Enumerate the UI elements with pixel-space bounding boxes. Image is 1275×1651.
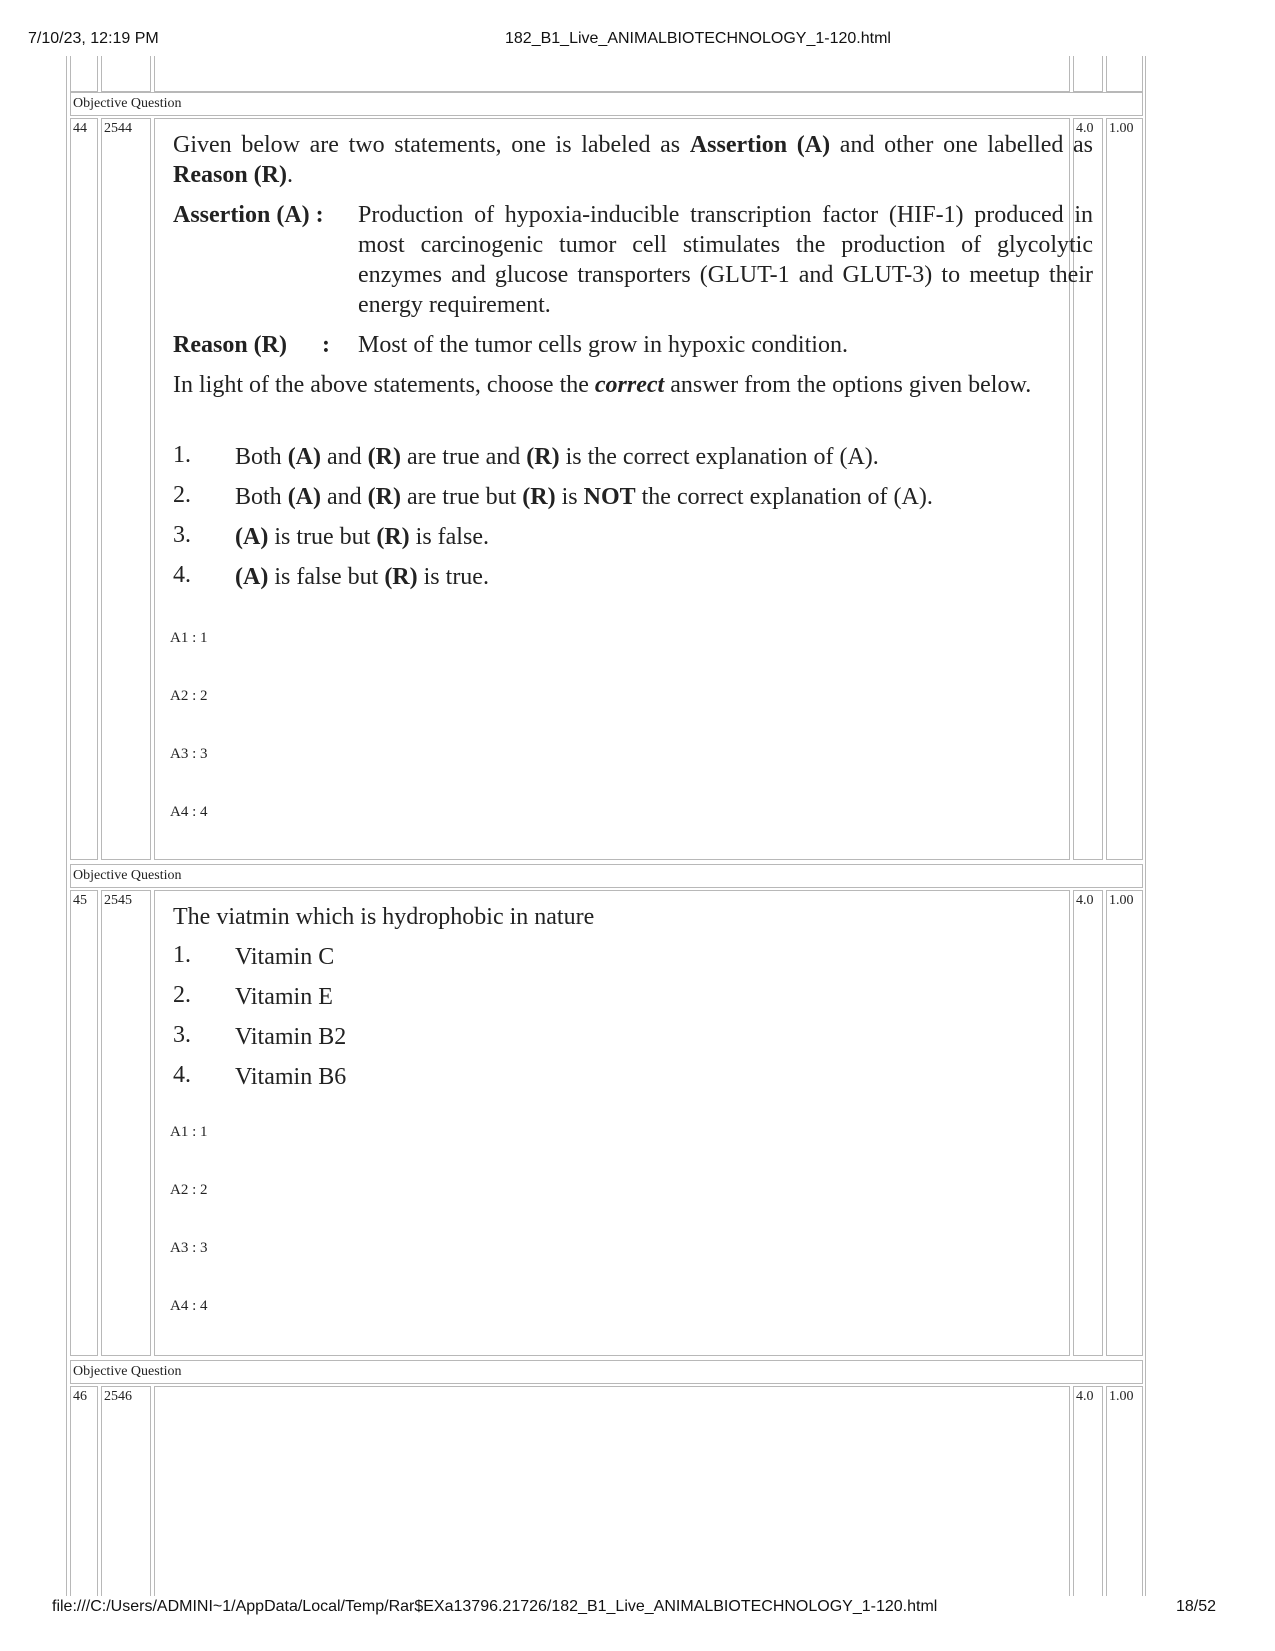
question-marks: 4.0: [1076, 1389, 1094, 1404]
prev-row-body-cell: [154, 56, 1070, 92]
option-text: Vitamin B6: [235, 1064, 347, 1090]
reason-label: Reason (R): [173, 332, 287, 358]
question-marks: 4.0: [1076, 893, 1094, 908]
option-number: 4.: [173, 1062, 191, 1088]
question-marks: 4.0: [1076, 121, 1094, 136]
question-negative-marks: 1.00: [1109, 893, 1134, 908]
option-number: 1.: [173, 942, 191, 968]
sno-cell: [70, 1386, 98, 1596]
negative-marks-cell: [1106, 890, 1143, 1356]
answer-key: A1 : 1: [170, 630, 208, 646]
question-id: 2545: [104, 893, 132, 908]
option-number: 4.: [173, 562, 191, 588]
question-sno: 45: [73, 893, 87, 908]
reason-colon: :: [322, 332, 330, 358]
answer-key: A4 : 4: [170, 804, 208, 820]
section-label-row: [70, 1360, 1143, 1384]
option-number: 3.: [173, 1022, 191, 1048]
answer-key: A2 : 2: [170, 1182, 208, 1198]
marks-cell: [1073, 890, 1103, 1356]
option-text: Vitamin C: [235, 944, 335, 970]
section-label-row: [70, 92, 1143, 116]
option-text: Both (A) and (R) are true and (R) is the correct explanation of (A).: [235, 444, 879, 470]
print-file-url: file:///C:/Users/ADMINI~1/AppData/Local/Temp/Rar$EXa13796.21726/182_B1_Live_ANIMALBIOTECHNOLOGY_1-120.html: [52, 1598, 938, 1615]
print-datetime: 7/10/23, 12:19 PM: [28, 30, 159, 47]
answer-key: A3 : 3: [170, 746, 208, 762]
question-id: 2544: [104, 121, 132, 136]
section-label: Objective Question: [73, 1364, 182, 1379]
negative-marks-cell: [1106, 118, 1143, 860]
option-number: 2.: [173, 982, 191, 1008]
section-label-row: [70, 864, 1143, 888]
option-number: 1.: [173, 442, 191, 468]
qid-cell: [101, 890, 151, 1356]
option-text: Vitamin E: [235, 984, 333, 1010]
section-label: Objective Question: [73, 96, 182, 111]
print-page-number: 18/52: [1176, 1598, 1217, 1615]
option-number: 3.: [173, 522, 191, 548]
prev-row-neg-cell: [1106, 56, 1143, 92]
answer-key: A1 : 1: [170, 1124, 208, 1140]
assertion-label: Assertion (A) :: [173, 202, 324, 228]
marks-cell: [1073, 1386, 1103, 1596]
question-intro: Given below are two statements, one is labeled as Assertion (A) and other one labelled as Reason (R).: [173, 132, 1094, 188]
prev-row-marks-cell: [1073, 56, 1103, 92]
question-text: The viatmin which is hydrophobic in nature: [173, 904, 595, 930]
option-text: (A) is true but (R) is false.: [235, 524, 489, 550]
option-text: Both (A) and (R) are true but (R) is NOT the correct explanation of (A).: [235, 484, 933, 510]
prev-row-qid-cell: [101, 56, 151, 92]
question-negative-marks: 1.00: [1109, 121, 1134, 136]
reason-text: Most of the tumor cells grow in hypoxic condition.: [358, 332, 848, 358]
answer-key: A2 : 2: [170, 688, 208, 704]
qid-cell: [101, 1386, 151, 1596]
prev-row-sno-cell: [70, 56, 98, 92]
question-id: 2546: [104, 1389, 132, 1404]
section-label: Objective Question: [73, 868, 182, 883]
sno-cell: [70, 890, 98, 1356]
option-number: 2.: [173, 482, 191, 508]
qid-cell: [101, 118, 151, 860]
question-instruction: In light of the above statements, choose the correct answer from the options given below.: [173, 372, 1032, 398]
assertion-text: Production of hypoxia-inducible transcription factor (HIF-1) produced in most carcinogenic tumor cell stimulates the production of glycolytic enzymes and glucose transporters (GLUT-1 and GLUT-3) to meetup their energy requirement.: [358, 202, 1093, 318]
answer-key: A4 : 4: [170, 1298, 208, 1314]
option-text: (A) is false but (R) is true.: [235, 564, 489, 590]
question-body-cell: [154, 1386, 1070, 1596]
negative-marks-cell: [1106, 1386, 1143, 1596]
question-sno: 44: [73, 121, 87, 136]
print-page-title: 182_B1_Live_ANIMALBIOTECHNOLOGY_1-120.html: [505, 30, 891, 47]
question-sno: 46: [73, 1389, 87, 1404]
option-text: Vitamin B2: [235, 1024, 347, 1050]
sno-cell: [70, 118, 98, 860]
answer-key: A3 : 3: [170, 1240, 208, 1256]
question-negative-marks: 1.00: [1109, 1389, 1134, 1404]
